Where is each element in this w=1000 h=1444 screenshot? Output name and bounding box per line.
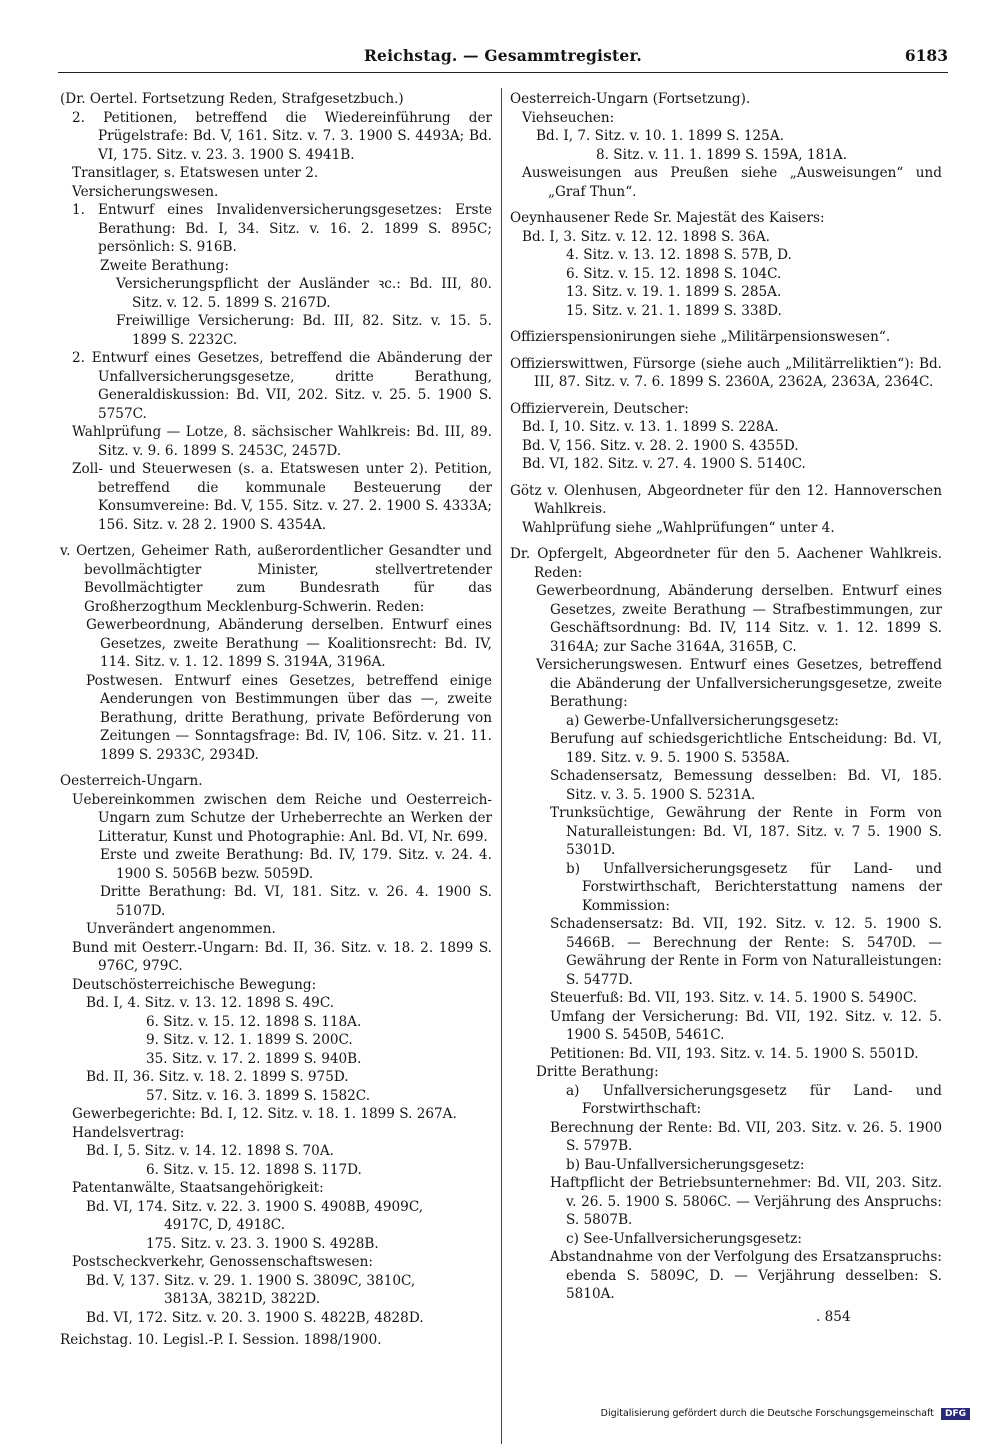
index-entry: Bd. VI, 172. Sitz. v. 20. 3. 1900 S. 4822B, 4828D. (86, 1309, 424, 1326)
index-entry: Berufung auf schiedsgerichtliche Entscheidung: Bd. VI, 189. Sitz. v. 9. 5. 1900 S. 5358A. (550, 731, 942, 766)
entry-spacer (60, 534, 492, 542)
index-entry: Berechnung der Rente: Bd. VII, 203. Sitz. v. 26. 5. 1900 S. 5797B. (550, 1119, 942, 1154)
index-entry: Bd. I, 4. Sitz. v. 13. 12. 1898 S. 49C. (86, 995, 335, 1011)
entry-spacer (60, 764, 492, 772)
index-entry: Offizierswittwen, Fürsorge (siehe auch „Militärreliktien“): Bd. III, 87. Sitz. v. 7. 6. 1899 S. 2360A, 2362A, 2363A, 2364C. (510, 355, 942, 390)
dfg-logo: DFG (941, 1408, 970, 1420)
index-entry: Zweite Berathung: (100, 257, 229, 274)
running-header (58, 44, 948, 73)
index-entry: Patentanwälte, Staatsangehörigkeit: (72, 1180, 324, 1196)
index-entry: Ausweisungen aus Preußen siehe „Ausweisungen“ und „Graf Thun“. (522, 165, 942, 200)
index-entry: Bd. I, 7. Sitz. v. 10. 1. 1899 S. 125A. (536, 128, 784, 144)
index-entry: 57. Sitz. v. 16. 3. 1899 S. 1582C. (146, 1087, 371, 1104)
index-entry: a) Unfallversicherungsgesetz für Land- und Forstwirthschaft: (566, 1082, 942, 1117)
index-entry: 35. Sitz. v. 17. 2. 1899 S. 940B. (146, 1050, 362, 1067)
index-entry: Bd. I, 3. Sitz. v. 12. 12. 1898 S. 36A. (522, 228, 770, 245)
index-entry: Freiwillige Versicherung: Bd. III, 82. Sitz. v. 15. 5. 1899 S. 2232C. (116, 313, 492, 348)
entry-spacer (510, 320, 942, 328)
index-entry: Unverändert angenommen. (86, 921, 276, 937)
column-divider (501, 88, 502, 1444)
index-entry: Oesterreich-Ungarn (Fortsetzung). (510, 91, 751, 107)
index-entry: Dr. Opfergelt, Abgeordneter für den 5. Aachener Wahlkreis. Reden: (510, 546, 942, 581)
index-entry: 15. Sitz. v. 21. 1. 1899 S. 338D. (566, 302, 782, 319)
index-entry: v. Oertzen, Geheimer Rath, außerordentlicher Gesandter und bevollmächtigter Minister, stellvertretender Bevollmächtigter zum Bundesrath für das Großherzogthum Mecklenburg-Schwerin. Reden: (60, 543, 492, 615)
index-entry: 175. Sitz. v. 23. 3. 1900 S. 4928B. (146, 1235, 379, 1252)
index-entry: Bd. VI, 174. Sitz. v. 22. 3. 1900 S. 4908B, 4909C, (86, 1198, 424, 1215)
index-entry: Postscheckverkehr, Genossenschaftswesen: (72, 1254, 373, 1270)
index-entry: 2. Entwurf eines Gesetzes, betreffend die Abänderung der Unfallversicherungsgesetze, dritte Berathung, Generaldiskussion: Bd. VII, 202. Sitz. v. 25. 5. 1900 S. 5757C. (72, 350, 492, 422)
footer-credit (0, 1408, 970, 1420)
index-entry: Umfang der Versicherung: Bd. VII, 192. Sitz. v. 12. 5. 1900 S. 5450B, 5461C. (550, 1008, 942, 1043)
index-entry: Versicherungswesen. Entwurf eines Gesetzes, betreffend die Abänderung der Unfallversicherungsgesetze, zweite Berathung: (536, 657, 942, 710)
entry-spacer (510, 474, 942, 482)
index-entry: 6. Sitz. v. 15. 12. 1898 S. 118A. (146, 1013, 362, 1030)
index-entry: 13. Sitz. v. 19. 1. 1899 S. 285A. (566, 284, 782, 300)
index-entry: Götz v. Olenhusen, Abgeordneter für den 12. Hannoverschen Wahlkreis. (510, 482, 942, 517)
index-entry: Dritte Berathung: Bd. VI, 181. Sitz. v. 26. 4. 1900 S. 5107D. (100, 884, 492, 919)
index-entry: Zoll- und Steuerwesen (s. a. Etatswesen unter 2). Petition, betreffend die kommunale Besteuerung der Konsumvereine: Bd. V, 155. Sitz. v. 27. 2. 1900 S. 4333A; 156. Sitz. v. 28 2. 1900 S. 4354A. (72, 461, 492, 533)
index-entry: 3813A, 3821D, 3822D. (164, 1291, 321, 1307)
index-entry: Viehseuchen: (522, 109, 615, 126)
index-entry: b) Unfallversicherungsgesetz für Land- und Forstwirthschaft, Berichterstattung namens der Kommission: (566, 860, 942, 914)
entry-spacer (510, 392, 942, 400)
index-entry: 4917C, D, 4918C. (164, 1217, 286, 1233)
index-entry: Schadensersatz, Bemessung desselben: Bd. VI, 185. Sitz. v. 3. 5. 1900 S. 5231A. (550, 768, 942, 803)
index-entry: Gewerbeordnung, Abänderung derselben. Entwurf eines Gesetzes, zweite Berathung — Koalitionsrecht: Bd. IV, 114. Sitz. v. 1. 12. 1899 S. 3194A, 3196A. (86, 617, 492, 670)
entry-spacer (510, 537, 942, 545)
index-entry: Bd. II, 36. Sitz. v. 18. 2. 1899 S. 975D. (86, 1069, 349, 1085)
header-title: Reichstag. — Gesammtregister. (363, 46, 643, 65)
left-column (60, 90, 492, 1350)
index-entry: Bd. I, 10. Sitz. v. 13. 1. 1899 S. 228A. (522, 419, 779, 435)
index-entry: Offizierverein, Deutscher: (510, 400, 689, 417)
index-entry: 6. Sitz. v. 15. 12. 1898 S. 117D. (146, 1161, 362, 1178)
index-entry: 2. Petitionen, betreffend die Wiedereinführung der Prügelstrafe: Bd. V, 161. Sitz. v. 7. 3. 1900 S. 4493A; Bd. VI, 175. Sitz. v. 23. 3. 1900 S. 4941B. (72, 109, 492, 163)
index-entry: (Dr. Oertel. Fortsetzung Reden, Strafgesetzbuch.) (60, 91, 404, 107)
index-entry: Gewerbegerichte: Bd. I, 12. Sitz. v. 18. 1. 1899 S. 267A. (72, 1106, 457, 1122)
index-entry: Oeynhausener Rede Sr. Majestät des Kaisers: (510, 210, 825, 226)
index-entry: Handelsvertrag: (72, 1124, 185, 1141)
index-entry: Versicherungswesen. (72, 183, 219, 200)
index-entry: Petitionen: Bd. VII, 193. Sitz. v. 14. 5. 1900 S. 5501D. (550, 1045, 919, 1062)
index-entry: Dritte Berathung: (536, 1064, 659, 1080)
index-entry: Transitlager, s. Etatswesen unter 2. (72, 165, 319, 181)
index-entry: Bd. V, 156. Sitz. v. 28. 2. 1900 S. 4355D. (522, 437, 799, 454)
index-entry: 9. Sitz. v. 12. 1. 1899 S. 200C. (146, 1032, 353, 1048)
index-entry: Bd. V, 137. Sitz. v. 29. 1. 1900 S. 3809C, 3810C, (86, 1272, 416, 1289)
index-entry: Trunksüchtige, Gewährung der Rente in Form von Naturalleistungen: Bd. VI, 187. Sitz. v. 7 5. 1900 S. 5301D. (550, 805, 942, 858)
index-entry: Versicherungspflicht der Ausländer ꝛc.: Bd. III, 80. Sitz. v. 12. 5. 1899 S. 2167D. (116, 276, 492, 311)
index-entry: Oesterreich-Ungarn. (60, 773, 203, 789)
index-entry: Postwesen. Entwurf eines Gesetzes, betreffend einige Aenderungen von Bestimmungen über das —, zweite Berathung, dritte Berathung, private Beförderung von Zeitungen — Sonntagsfrage: Bd. IV, 106. Sitz. v. 21. 11. 1899 S. 2933C, 2934D. (86, 672, 492, 763)
index-entry: Wahlprüfung — Lotze, 8. sächsischer Wahlkreis: Bd. III, 89. Sitz. v. 9. 6. 1899 S. 2453C, 2457D. (72, 424, 492, 459)
right-column (510, 90, 942, 1326)
page-number: 6183 (904, 46, 948, 65)
index-entry: Steuerfuß: Bd. VII, 193. Sitz. v. 14. 5. 1900 S. 5490C. (550, 990, 918, 1006)
index-entry: a) Gewerbe-Unfallversicherungsgesetz: (566, 712, 839, 729)
index-entry: Bd. I, 5. Sitz. v. 14. 12. 1898 S. 70A. (86, 1143, 334, 1159)
index-entry: Haftpflicht der Betriebsunternehmer: Bd. VII, 203. Sitz. v. 26. 5. 1900 S. 5806C. — Verjährung des Anspruchs: S. 5807B. (550, 1175, 942, 1228)
index-entry: 6. Sitz. v. 15. 12. 1898 S. 104C. (566, 265, 782, 282)
index-entry: 8. Sitz. v. 11. 1. 1899 S. 159A, 181A. (596, 146, 848, 163)
index-entry: 1. Entwurf eines Invalidenversicherungsgesetzes: Erste Berathung: Bd. I, 34. Sitz. v. 16. 2. 1899 S. 895C; persönlich: S. 916B. (72, 202, 492, 255)
index-entry: Schadensersatz: Bd. VII, 192. Sitz. v. 12. 5. 1900 S. 5466B. — Berechnung der Rente: S. 5470D. — Gewährung der Rente in Form von Naturalleistungen: S. 5477D. (550, 916, 942, 988)
column-number: . 854 (816, 1308, 851, 1325)
index-entry: 4. Sitz. v. 13. 12. 1898 S. 57B, D. (566, 247, 792, 263)
index-entry: c) See-Unfallversicherungsgesetz: (566, 1230, 802, 1247)
index-entry: Deutschösterreichische Bewegung: (72, 976, 317, 993)
entry-spacer (510, 347, 942, 355)
index-entry: Erste und zweite Berathung: Bd. IV, 179. Sitz. v. 24. 4. 1900 S. 5056B bezw. 5059D. (100, 847, 492, 882)
entry-spacer (510, 201, 942, 209)
index-entry: b) Bau-Unfallversicherungsgesetz: (566, 1156, 805, 1173)
index-entry: Wahlprüfung siehe „Wahlprüfungen“ unter 4. (522, 519, 835, 536)
index-entry: Bund mit Oesterr.-Ungarn: Bd. II, 36. Sitz. v. 18. 2. 1899 S. 976C, 979C. (72, 939, 492, 974)
index-entry: Abstandnahme von der Verfolgung des Ersatzanspruchs: ebenda S. 5809C, D. — Verjährung desselben: S. 5810A. (550, 1249, 942, 1302)
footer-text: Digitalisierung gefördert durch die Deutsche Forschungsgemeinschaft (600, 1408, 934, 1419)
index-entry: Bd. VI, 182. Sitz. v. 27. 4. 1900 S. 5140C. (522, 456, 806, 472)
index-entry: Offizierspensionirungen siehe „Militärpensionswesen“. (510, 329, 891, 345)
index-entry: Uebereinkommen zwischen dem Reiche und Oesterreich-Ungarn zum Schutze der Urheberrechte an Werken der Litteratur, Kunst und Photographie: Anl. Bd. VI, Nr. 699. (72, 791, 492, 845)
session-footer: Reichstag. 10. Legisl.-P. I. Session. 1898/1900. (60, 1332, 382, 1348)
index-entry: Gewerbeordnung, Abänderung derselben. Entwurf eines Gesetzes, zweite Berathung — Strafbestimmungen, zur Geschäftsordnung: Bd. IV, 114 Sitz. v. 1. 12. 1899 S. 3164A; zur Sache 3164A, 3165B, C. (536, 583, 942, 655)
